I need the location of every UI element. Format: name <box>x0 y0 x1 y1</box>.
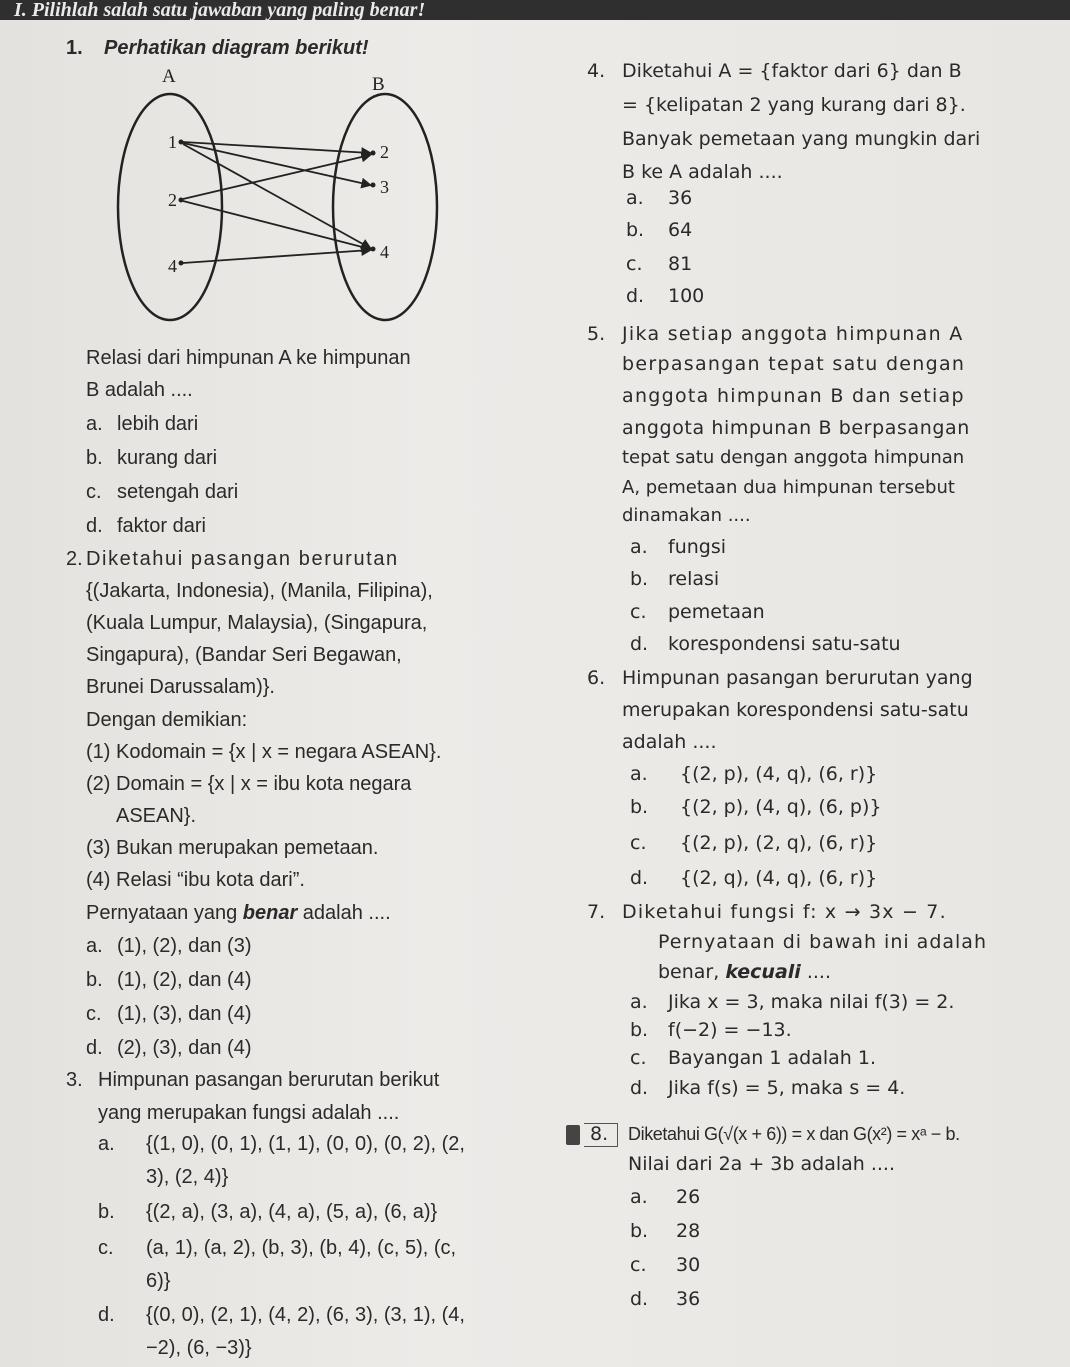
q7-option-b-letter[interactable]: b. <box>630 1019 649 1041</box>
q2-option-c-letter[interactable]: c. <box>86 1003 102 1025</box>
q4-option-a-letter[interactable]: a. <box>626 187 644 209</box>
q2-statement-3: (3) Bukan merupakan pemetaan. <box>86 837 379 859</box>
q5-line-3: anggota himpunan B dan setiap <box>622 385 965 407</box>
b-item-2: 3 <box>380 177 389 197</box>
q8-option-c-text[interactable]: 30 <box>676 1254 701 1276</box>
q3-line-2: yang merupakan fungsi adalah .... <box>98 1102 400 1124</box>
q4-option-b-letter[interactable]: b. <box>626 219 645 241</box>
b-dot-1 <box>371 151 376 156</box>
q6-number: 6. <box>587 667 606 689</box>
q8-option-b-letter[interactable]: b. <box>630 1220 649 1242</box>
q2-statement-4: (4) Relasi “ibu kota dari”. <box>86 869 305 891</box>
q6-option-b-text[interactable]: {(2, p), (4, q), (6, p)} <box>680 796 882 818</box>
q2-line-5: Brunei Darussalam)}. <box>86 676 275 698</box>
q4-option-c-letter[interactable]: c. <box>626 253 643 275</box>
q7-option-b-text[interactable]: f(−2) = −13. <box>668 1019 792 1041</box>
q7-line-3-post: .... <box>800 961 832 983</box>
q3-option-d-line-1[interactable]: {(0, 0), (2, 1), (4, 2), (6, 3), (3, 1), (4, <box>146 1304 465 1326</box>
q5-option-c-text[interactable]: pemetaan <box>668 601 765 623</box>
b-dot-2 <box>371 183 376 188</box>
q6-line-1: Himpunan pasangan berurutan yang <box>622 667 973 689</box>
q3-option-d-line-2[interactable]: −2), (6, −3)} <box>146 1337 252 1359</box>
q6-option-d-letter[interactable]: d. <box>630 867 649 889</box>
q5-line-7: dinamakan .... <box>622 505 751 526</box>
q3-option-a-line-2[interactable]: 3), (2, 4)} <box>146 1166 229 1188</box>
q2-line-3: (Kuala Lumpur, Malaysia), (Singapura, <box>86 612 428 634</box>
q4-option-c-text[interactable]: 81 <box>668 253 693 275</box>
q7-option-a-letter[interactable]: a. <box>630 991 648 1013</box>
q4-option-d-text[interactable]: 100 <box>668 285 705 307</box>
q1-title: Perhatikan diagram berikut! <box>104 37 369 59</box>
a-item-1: 1 <box>168 132 177 152</box>
q1-option-b-letter[interactable]: b. <box>86 447 103 469</box>
set-a-label: A <box>162 66 176 87</box>
q2-question <box>86 901 391 925</box>
q3-number: 3. <box>66 1069 83 1091</box>
q5-line-5: tepat satu dengan anggota himpunan <box>622 447 965 468</box>
q8-option-a-letter[interactable]: a. <box>630 1186 648 1208</box>
q7-option-c-text[interactable]: Bayangan 1 adalah 1. <box>668 1047 876 1069</box>
q8-option-d-letter[interactable]: d. <box>630 1288 649 1310</box>
q8-option-c-letter[interactable]: c. <box>630 1254 647 1276</box>
q5-option-a-text[interactable]: fungsi <box>668 536 727 558</box>
q6-option-a-text[interactable]: {(2, p), (4, q), (6, r)} <box>680 763 878 785</box>
q2-statement-2: (2) Domain = {x | x = ibu kota negara <box>86 773 412 795</box>
q2-line-4: Singapura), (Bandar Seri Begawan, <box>86 644 402 666</box>
q7-line-2: Pernyataan di bawah ini adalah <box>658 931 987 953</box>
a-item-3: 4 <box>168 256 177 276</box>
q5-line-4: anggota himpunan B berpasangan <box>622 417 970 439</box>
q6-line-2: merupakan korespondensi satu-satu <box>622 699 969 721</box>
q8-option-a-text[interactable]: 26 <box>676 1186 701 1208</box>
a-dot-2 <box>179 198 184 203</box>
b-item-3: 4 <box>380 242 389 262</box>
q3-option-b-letter[interactable]: b. <box>98 1201 115 1223</box>
q5-option-a-letter[interactable]: a. <box>630 536 648 558</box>
section-header: I. Pilihlah salah satu jawaban yang paling benar! <box>0 0 1070 20</box>
q8-option-d-text[interactable]: 36 <box>676 1288 701 1310</box>
q7-option-a-text[interactable]: Jika x = 3, maka nilai f(3) = 2. <box>668 991 955 1013</box>
q3-option-c-line-2[interactable]: 6)} <box>146 1270 171 1292</box>
q3-option-c-line-1[interactable]: (a, 1), (a, 2), (b, 3), (b, 4), (c, 5), (c, <box>146 1237 457 1259</box>
q1-option-d-letter[interactable]: d. <box>86 515 103 537</box>
q1-option-c-letter[interactable]: c. <box>86 481 102 503</box>
q4-option-b-text[interactable]: 64 <box>668 219 693 241</box>
q2-line-2: {(Jakarta, Indonesia), (Manila, Filipina), <box>86 580 433 602</box>
q2-question-post: adalah .... <box>297 902 391 924</box>
q2-option-a-text[interactable]: (1), (2), dan (3) <box>117 935 252 957</box>
q7-option-d-letter[interactable]: d. <box>630 1077 649 1099</box>
q2-option-b-text[interactable]: (1), (2), dan (4) <box>117 969 252 991</box>
a-dot-3 <box>179 261 184 266</box>
relation-diagram <box>110 62 450 322</box>
q2-option-c-text[interactable]: (1), (3), dan (4) <box>117 1003 252 1025</box>
q5-option-d-text[interactable]: korespondensi satu-satu <box>668 633 901 655</box>
q6-line-3: adalah .... <box>622 731 717 753</box>
q6-option-c-text[interactable]: {(2, p), (2, q), (6, r)} <box>680 832 878 854</box>
q1-number: 1. <box>66 37 83 59</box>
q4-number: 4. <box>587 60 606 82</box>
q1-option-a-text[interactable]: lebih dari <box>117 413 199 435</box>
q1-option-a-letter[interactable]: a. <box>86 413 103 435</box>
q2-option-b-letter[interactable]: b. <box>86 969 103 991</box>
q7-line-3-pre: benar, <box>658 961 726 983</box>
relation-arrows <box>183 142 370 263</box>
q5-number: 5. <box>587 323 606 345</box>
set-b-ellipse <box>333 94 437 320</box>
q1-option-b-text[interactable]: kurang dari <box>117 447 218 469</box>
q7-line-3 <box>658 960 831 984</box>
q5-line-2: berpasangan tepat satu dengan <box>622 353 966 375</box>
a-item-2: 2 <box>168 190 177 210</box>
q5-line-1: Jika setiap anggota himpunan A <box>622 323 964 345</box>
q5-option-b-letter[interactable]: b. <box>630 568 649 590</box>
q2-question-pre: Pernyataan yang <box>86 902 243 924</box>
q1-option-c-text[interactable]: setengah dari <box>117 481 239 503</box>
q7-option-d-text[interactable]: Jika f(s) = 5, maka s = 4. <box>668 1077 906 1099</box>
q1-text-2: B adalah .... <box>86 379 193 401</box>
q2-option-d-text[interactable]: (2), (3), dan (4) <box>117 1037 252 1059</box>
q3-option-a-line-1[interactable]: {(1, 0), (0, 1), (1, 1), (0, 0), (0, 2), (2, <box>146 1133 465 1155</box>
q2-line-1: Diketahui pasangan berurutan <box>86 548 399 570</box>
q7-line-3-em: kecuali <box>725 961 801 983</box>
q4-line-1: Diketahui A = {faktor dari 6} dan B <box>622 60 962 82</box>
q8-line-2: Nilai dari 2a + 3b adalah .... <box>628 1153 895 1175</box>
set-b-label: B <box>372 74 385 95</box>
q3-option-b-line-1[interactable]: {(2, a), (3, a), (4, a), (5, a), (6, a)} <box>146 1201 438 1223</box>
q4-line-2: = {kelipatan 2 yang kurang dari 8}. <box>622 94 966 116</box>
q8-line-1: Diketahui G(√(x + 6)) = x dan G(x²) = xᵃ − b. <box>628 1124 960 1144</box>
q5-line-6: A, pemetaan dua himpunan tersebut <box>622 477 955 498</box>
q3-option-d-letter[interactable]: d. <box>98 1304 115 1326</box>
q7-number: 7. <box>587 901 606 923</box>
q8-number: 8. <box>590 1123 609 1145</box>
q2-option-d-letter[interactable]: d. <box>86 1037 103 1059</box>
a-dot-1 <box>179 140 184 145</box>
q2-statement-2-cont: ASEAN}. <box>116 805 197 827</box>
hots-badge-icon <box>566 1125 580 1145</box>
q6-option-c-letter[interactable]: c. <box>630 832 647 854</box>
q2-number: 2. <box>66 548 83 570</box>
q6-option-d-text[interactable]: {(2, q), (4, q), (6, r)} <box>680 867 878 889</box>
b-dot-3 <box>371 247 376 252</box>
q4-option-d-letter[interactable]: d. <box>626 285 645 307</box>
q3-option-a-letter[interactable]: a. <box>98 1133 115 1155</box>
q2-statement-1: (1) Kodomain = {x | x = negara ASEAN}. <box>86 741 442 763</box>
q1-text-1: Relasi dari himpunan A ke himpunan <box>86 347 411 369</box>
q2-line-6: Dengan demikian: <box>86 709 248 731</box>
q2-question-em: benar <box>242 902 298 924</box>
q2-option-a-letter[interactable]: a. <box>86 935 103 957</box>
q1-option-d-text[interactable]: faktor dari <box>117 515 206 537</box>
q4-line-3: Banyak pemetaan yang mungkin dari <box>622 128 981 150</box>
q6-option-b-letter[interactable]: b. <box>630 796 649 818</box>
q7-line-1: Diketahui fungsi f: x → 3x − 7. <box>622 901 947 923</box>
q5-option-b-text[interactable]: relasi <box>668 568 720 590</box>
q7-option-c-letter[interactable]: c. <box>630 1047 647 1069</box>
q8-option-b-text[interactable]: 28 <box>676 1220 701 1242</box>
q3-line-1: Himpunan pasangan berurutan berikut <box>98 1069 440 1091</box>
q4-line-4: B ke A adalah .... <box>622 161 783 183</box>
q5-option-d-letter[interactable]: d. <box>630 633 649 655</box>
q4-option-a-text[interactable]: 36 <box>668 187 693 209</box>
q6-option-a-letter[interactable]: a. <box>630 763 648 785</box>
b-item-1: 2 <box>380 142 389 162</box>
q3-option-c-letter[interactable]: c. <box>98 1237 114 1259</box>
q5-option-c-letter[interactable]: c. <box>630 601 647 623</box>
